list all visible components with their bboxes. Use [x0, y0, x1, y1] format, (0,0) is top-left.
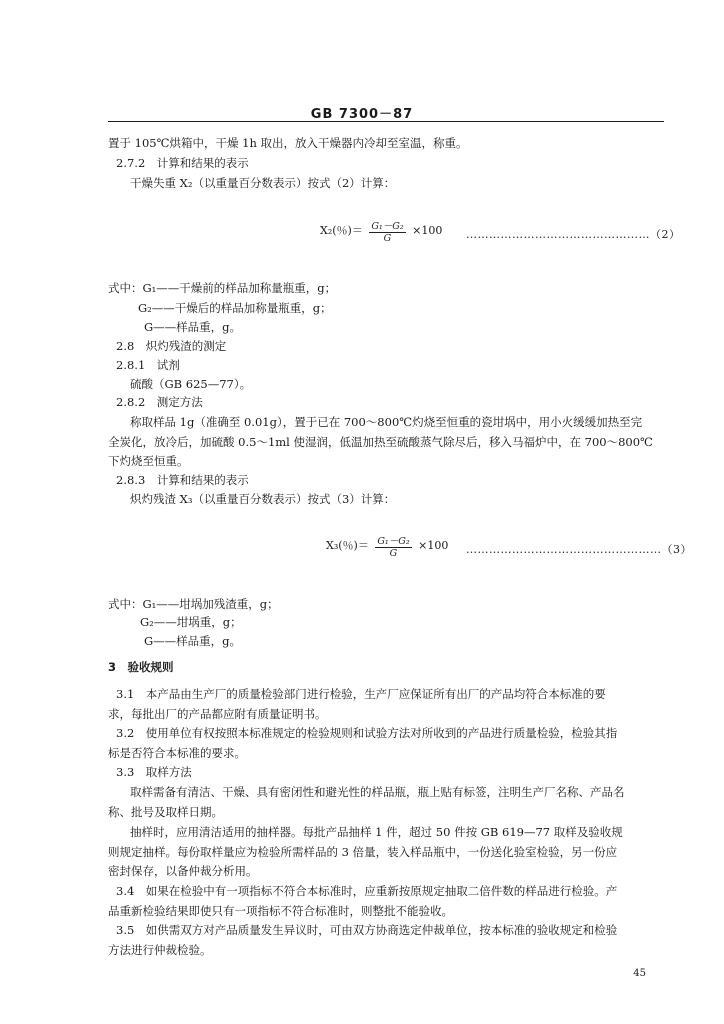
- formula-lhs: X₃(％)＝: [326, 539, 369, 552]
- fraction-numerator: G₁－G₂: [375, 533, 411, 548]
- fraction: [375, 533, 411, 559]
- text-line: 方法进行仲裁检验。: [108, 943, 212, 957]
- where-line: 式中：G₁——干燥前的样品加称量瓶重，g；: [108, 281, 337, 295]
- formula-rhs: ×100: [418, 539, 449, 552]
- section-heading: 3.3 取样方法: [116, 765, 192, 779]
- section-heading: 2.8.3 计算和结果的表示: [116, 473, 249, 487]
- equation-number: …………………………………………（2）: [466, 228, 681, 241]
- page-number: 45: [633, 968, 646, 979]
- header-rule: [108, 121, 664, 122]
- text-line: 则规定抽样。每份取样量应为检验所需样品的 3 倍量，装入样品瓶中，一份送化验室检验，另一份应: [108, 845, 618, 859]
- text-line: 3.5 如供需双方对产品质量发生异议时，可由双方协商选定仲裁单位，按本标准的验收规定和检验: [116, 923, 618, 937]
- formula-lhs: X₂(％)＝: [320, 224, 363, 237]
- where-line: G₂——干燥后的样品加称量瓶重，g；: [138, 301, 332, 315]
- text-line: 下灼烧至恒重。: [108, 454, 189, 468]
- text-line: 称取样品 1g（准确至 0.01g），置于已在 700～800℃灼烧至恒重的瓷坩埚中，用小火缓缓加热至完: [130, 415, 643, 429]
- where-line: G——样品重，g。: [144, 320, 242, 334]
- text-line: 抽样时，应用清洁适用的抽样器。每批产品抽样 1 件，超过 50 件按 GB 619—77 取样及验收规: [130, 825, 623, 839]
- formula-3: [326, 533, 448, 559]
- text-line: 3.2 使用单位有权按照本标准规定的检验规则和试验方法对所收到的产品进行质量检验，检验其指: [116, 726, 618, 740]
- section-heading: 2.8 炽灼残渣的测定: [116, 339, 227, 353]
- text-line: 3.4 如果在检验中有一项指标不符合本标准时，应重新按原规定抽取二倍件数的样品进行检验。产: [116, 884, 618, 898]
- equation-number: ……………………………………………（3）: [466, 543, 692, 556]
- section-heading: 2.8.1 试剂: [116, 358, 180, 372]
- text-line: 3.1 本产品由生产厂的质量检验部门进行检验，生产厂应保证所有出厂的产品均符合本标准的要: [116, 687, 606, 701]
- section-heading: 2.7.2 计算和结果的表示: [116, 156, 249, 170]
- where-line: G₂——坩埚重，g；: [140, 615, 242, 629]
- chapter-heading: 3 验收规则: [108, 660, 174, 674]
- standard-header: GB 7300－87: [310, 107, 414, 122]
- text-line: 硫酸（GB 625—77）。: [130, 377, 252, 391]
- formula-2: [320, 218, 442, 244]
- formula-rhs: ×100: [412, 224, 443, 237]
- fraction-numerator: G₁－G₂: [369, 218, 405, 233]
- text-line: 品重新检验结果即使只有一项指标不符合标准时，则整批不能验收。: [108, 904, 453, 918]
- text-line: 密封保存，以备仲裁分析用。: [108, 864, 258, 878]
- text-line: 炽灼残渣 X₃（以重量百分数表示）按式（3）计算：: [130, 492, 396, 506]
- fraction: [369, 218, 405, 244]
- text-line: 称、批号及取样日期。: [108, 805, 223, 819]
- text-line: 置于 105℃烘箱中，干燥 1h 取出，放入干燥器内冷却至室温，称重。: [108, 136, 468, 150]
- text-line: 取样需备有清洁、干燥、具有密闭性和避光性的样品瓶，瓶上贴有标签，注明生产厂名称、产品名: [130, 785, 625, 799]
- section-heading: 2.8.2 测定方法: [116, 395, 203, 409]
- fraction-denominator: G: [389, 548, 398, 559]
- text-line: 干燥失重 X₂（以重量百分数表示）按式（2）计算：: [130, 176, 396, 190]
- fraction-denominator: G: [383, 233, 392, 244]
- text-line: 求，每批出厂的产品都应附有质量证明书。: [108, 707, 327, 721]
- text-line: 全炭化，放冷后，加硫酸 0.5～1ml 使湿润，低温加热至硫酸蒸气除尽后，移入马福炉中，在 700～800℃: [108, 435, 653, 449]
- where-line: G——样品重，g。: [144, 634, 242, 648]
- where-line: 式中：G₁——坩埚加残渣重，g；: [108, 597, 279, 611]
- text-line: 标是否符合本标准的要求。: [108, 746, 246, 760]
